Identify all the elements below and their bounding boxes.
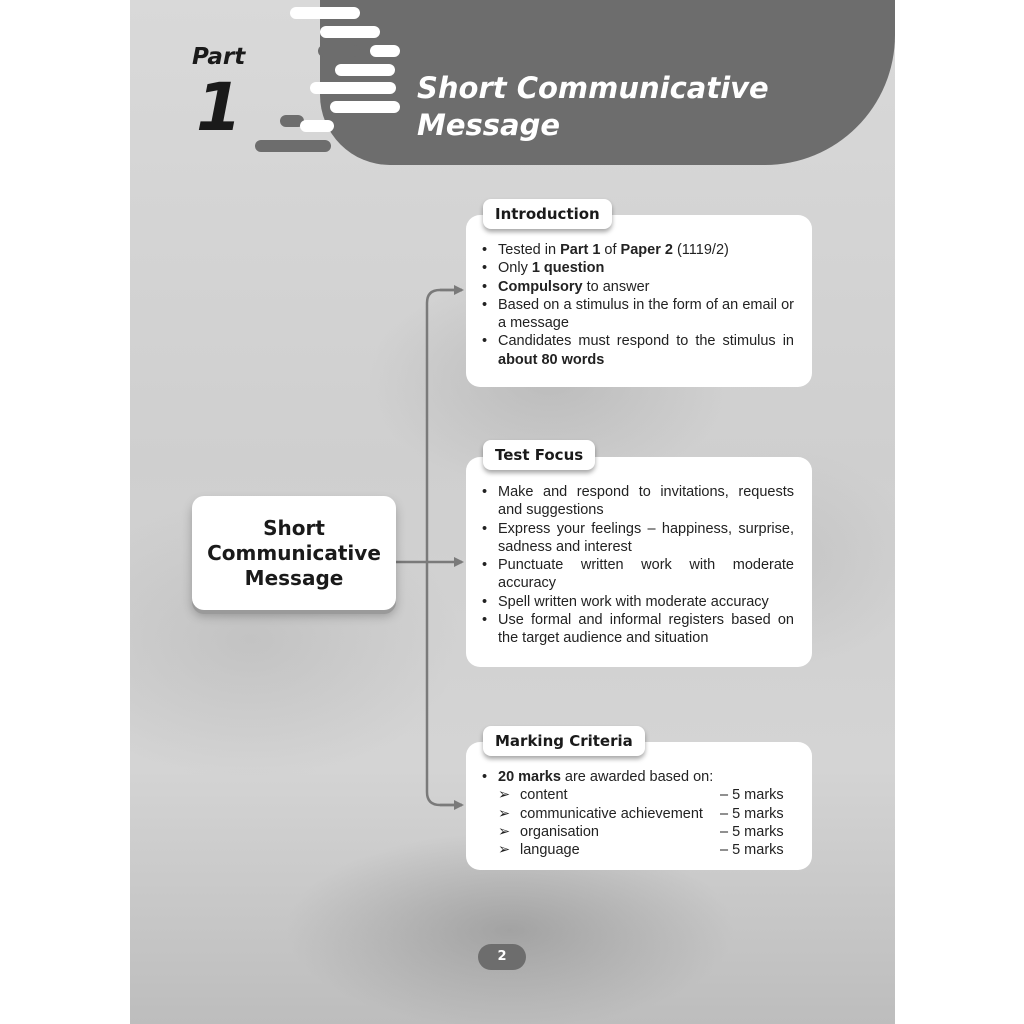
list-item: • Punctuate written work with moderate accuracy: [498, 556, 794, 593]
central-topic-line1: Short: [263, 515, 325, 540]
central-topic-line3: Message: [244, 565, 344, 590]
introduction-card: [466, 215, 812, 387]
criterion-marks: – 5 marks: [720, 787, 784, 804]
list-item-text: Based on a stimulus in the form of an email or a message: [498, 296, 794, 332]
list-item-text: Compulsory: [498, 278, 583, 295]
criterion-row: [498, 841, 794, 859]
criterion-row: [498, 823, 794, 841]
arrow-bullet-icon: ➢: [498, 787, 511, 804]
list-item: [498, 768, 794, 859]
criterion-name: language: [520, 842, 580, 859]
part-number: 1: [196, 69, 242, 146]
marks-lead-text: are awarded based on:: [560, 769, 714, 785]
introduction-title: Introduction: [483, 199, 612, 229]
marking-criteria-title: Marking Criteria: [483, 726, 645, 756]
criterion-marks: – 5 marks: [720, 842, 784, 859]
list-item: • Make and respond to invitations, requests and suggestions: [498, 483, 794, 520]
page: [130, 0, 895, 1024]
criterion-name: communicative achievement: [520, 805, 703, 822]
list-item-text: Tested in: [498, 242, 561, 258]
page-title-line1: Short Communicative: [417, 71, 769, 105]
list-item: [498, 332, 794, 369]
marks-total: 20 marks: [498, 769, 561, 785]
list-item: • Use formal and informal registers based on the target audience and situation: [498, 611, 794, 648]
list-item: [498, 259, 794, 277]
marking-criteria-list: [480, 768, 794, 859]
page-number: 2: [478, 944, 526, 970]
branch-line: [427, 290, 462, 805]
central-topic-line2: Communicative: [207, 540, 381, 565]
list-item-text: Candidates must respond to the stimulus in: [498, 333, 794, 350]
criterion-name: content: [520, 787, 568, 804]
criterion-marks: – 5 marks: [720, 805, 784, 822]
arrow-bullet-icon: ➢: [498, 823, 511, 840]
list-item-text: (1119/2): [672, 242, 729, 258]
part-label: Part: [192, 44, 246, 70]
criterion-name: organisation: [520, 823, 599, 840]
arrow-bullet-icon: ➢: [498, 805, 511, 822]
list-item: [498, 241, 794, 259]
introduction-list: [480, 241, 794, 369]
page-title-line2: Message: [417, 108, 561, 142]
test-focus-title: Test Focus: [483, 440, 595, 470]
list-item-text: of: [600, 242, 621, 258]
list-item-text: Only: [498, 260, 532, 277]
arrow-bullet-icon: ➢: [498, 842, 511, 859]
list-item-text: 1 question: [531, 260, 605, 277]
criterion-row: [498, 786, 794, 804]
list-item-text: about 80 words: [498, 351, 605, 368]
list-item-text: Paper 2: [620, 242, 673, 258]
marking-criteria-card: [466, 742, 812, 870]
criterion-marks: – 5 marks: [720, 823, 784, 840]
list-item-text: to answer: [582, 278, 650, 295]
criteria-sublist: [498, 786, 794, 859]
central-topic-box: [192, 496, 396, 610]
list-item: [498, 278, 794, 296]
list-item-text: Part 1: [560, 242, 601, 258]
test-focus-card: [466, 457, 812, 667]
list-item: • Express your feelings – happiness, surprise, sadness and interest: [498, 520, 794, 557]
list-item: • Spell written work with moderate accuracy: [498, 593, 794, 611]
list-item: [498, 296, 794, 333]
criterion-row: [498, 805, 794, 823]
test-focus-list: [480, 483, 794, 648]
